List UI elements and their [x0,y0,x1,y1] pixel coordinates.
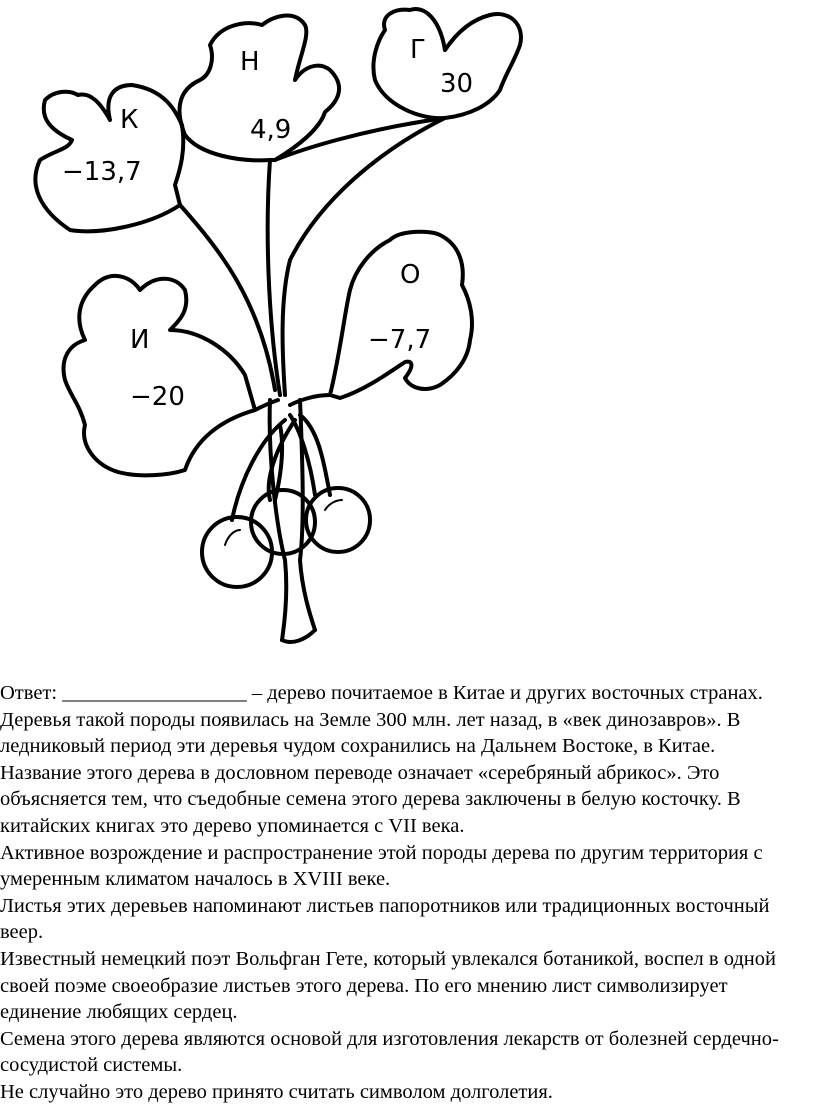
paragraph-3: Активное возрождение и распространение этой породы дерева по другим территория с умеренным климатом началось в XVIII веке. [0,841,763,891]
paragraph-answer [0,680,800,760]
paragraph-2: Название этого дерева в дословном переводе означает «серебряный абрикос». Это объясняется тем, что съедобные семена этого дерева заключены в белую косточку. В китайских книгах это дерево упоминается с VII века. [0,761,741,837]
leaf-g-value: 30 [440,69,474,99]
paragraph-5: Известный немецкий поэт Вольфган Гете, который увлекался ботаникой, воспел в одной своей поэме своеобразие листьев этого дерева. По его мнению лист символизирует единение любящих сердец. [0,947,776,1024]
leaf-g-letter: Г [410,35,426,65]
paragraph-7: Не случайно это дерево принято считать символом долголетия. [0,1080,553,1103]
leaf-k-value: −13,7 [62,157,142,187]
paragraph-4: Листья этих деревьев напоминают листьев папоротников или традиционных восточный веер. [0,894,770,944]
leaf-o-value: −7,7 [368,325,432,355]
leaf-n-value: 4,9 [250,115,292,145]
seed-left [202,517,272,587]
answer-label: Ответ: [0,682,58,704]
leaf-g [373,9,521,118]
leaf-o [330,232,472,398]
paragraph-1-text: – дерево почитаемое в Китае и других восточных странах. Деревья такой породы появилась на Земле 300 млн. лет назад, в «век динозавров». В ледниковый период эти деревья чудом сохранились на Дальнем Востоке, в Китае. [0,682,763,758]
leaf-i-value: −20 [130,382,185,412]
leaf-i [64,276,255,475]
paragraph-6: Семена этого дерева являются основой для изготовления лекарств от болезней сердечно-сосудистой системы. [0,1027,779,1077]
leaf-n-letter: Н [240,47,260,77]
leaf-i-letter: И [130,325,150,355]
answer-blank: __________________ [62,682,247,704]
leaf-o-letter: О [400,260,421,290]
body-text [0,680,800,1106]
leaf-k-letter: К [120,105,139,135]
